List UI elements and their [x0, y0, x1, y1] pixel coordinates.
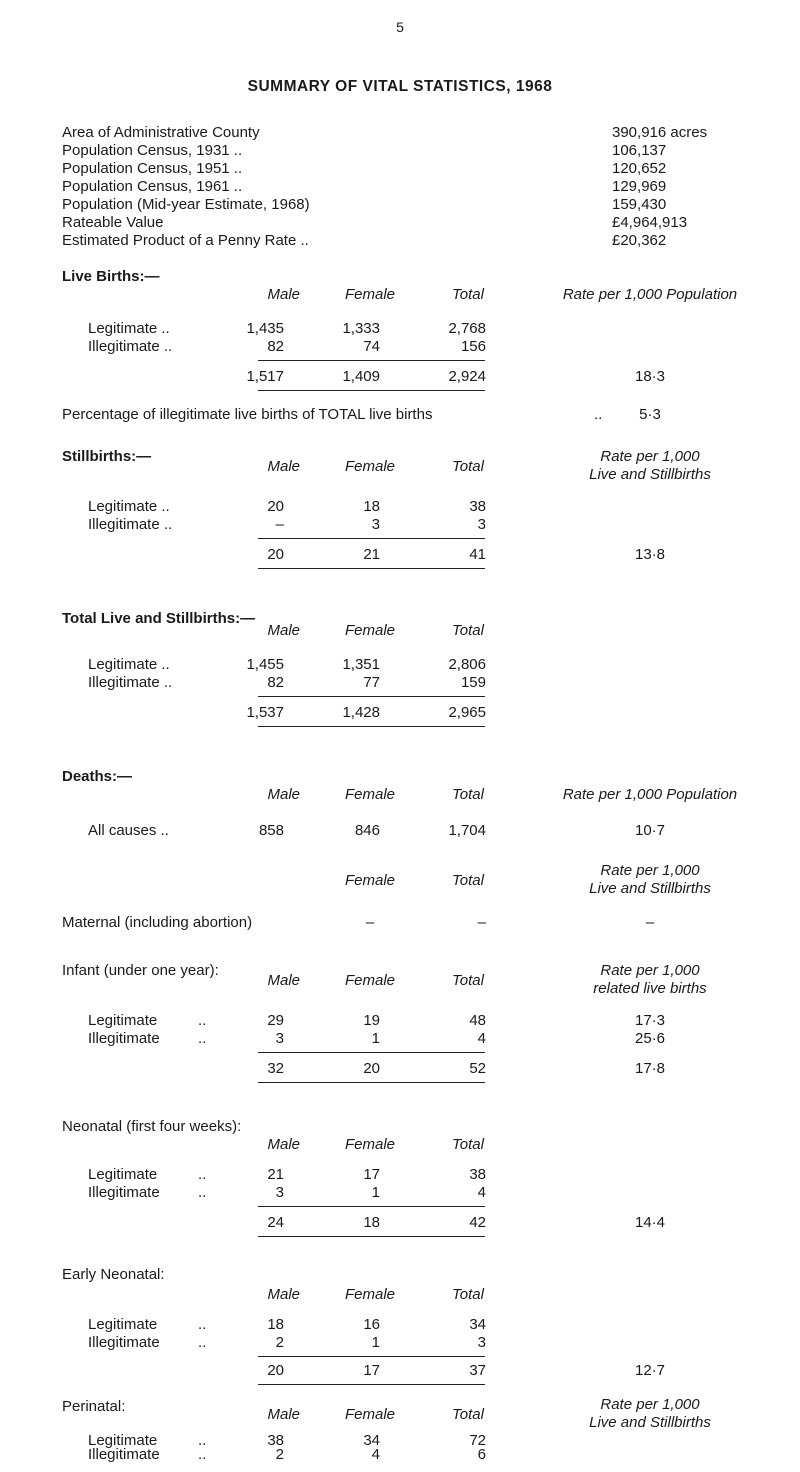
col-header-rate-line1: Rate per 1,000	[600, 862, 700, 879]
cell-total: 3	[477, 516, 486, 533]
cell-total: 6	[477, 1446, 486, 1463]
col-header-male: Male	[267, 1286, 300, 1303]
summary-value: 390,916 acres	[612, 124, 708, 141]
cell-male: 82	[267, 338, 284, 355]
table-rule	[258, 360, 485, 361]
dot-leader: ..	[198, 1166, 207, 1183]
cell-female: 34	[363, 1432, 380, 1449]
cell-total: 38	[469, 1166, 486, 1183]
cell-female-total: 1,409	[342, 368, 380, 385]
cell-total: 2,768	[448, 320, 486, 337]
dot-leader: ..	[198, 1432, 207, 1449]
cell-rate: 18·3	[634, 368, 666, 385]
cell-female: 77	[363, 674, 380, 691]
cell-total: 156	[460, 338, 486, 355]
col-header-male: Male	[267, 786, 300, 803]
col-header-rate-line1: Rate per 1,000	[600, 1396, 700, 1413]
col-header-rate-line1: Rate per 1,000	[600, 448, 700, 465]
dot-leader: ..	[198, 1334, 207, 1351]
table-rule	[258, 538, 485, 539]
col-header-total: Total	[452, 458, 484, 475]
col-header-total: Total	[452, 1286, 484, 1303]
cell-grand-total: 52	[469, 1060, 486, 1077]
page-number: 5	[396, 19, 404, 35]
cell-total: 38	[469, 498, 486, 515]
col-header-rate: Rate per 1,000 Population	[562, 286, 738, 303]
summary-label: Population Census, 1951 ..	[62, 160, 243, 177]
col-header-total: Total	[452, 872, 484, 889]
row-label: Legitimate	[88, 1166, 158, 1183]
cell-male: 21	[267, 1166, 284, 1183]
cell-male: 20	[267, 498, 284, 515]
cell-female-total: 18	[363, 1214, 380, 1231]
row-label: Legitimate	[88, 1432, 158, 1449]
cell-total: 2,806	[448, 656, 486, 673]
col-header-male: Male	[267, 286, 300, 303]
section-heading: Infant (under one year):	[62, 962, 219, 979]
col-header-total: Total	[452, 972, 484, 989]
cell-male: 2	[275, 1334, 284, 1351]
col-header-female: Female	[344, 786, 396, 803]
cell-female: 846	[354, 822, 380, 839]
section-heading: Neonatal (first four weeks):	[62, 1118, 242, 1135]
row-label: Illegitimate ..	[88, 516, 173, 533]
cell-male: 3	[275, 1184, 284, 1201]
cell-female: –	[365, 914, 375, 931]
summary-label: Area of Administrative County	[62, 124, 260, 141]
col-header-total: Total	[452, 786, 484, 803]
pct-illegitimate-value: 5·3	[639, 406, 661, 423]
cell-female: 1	[371, 1030, 380, 1047]
cell-grand-total: 41	[469, 546, 486, 563]
col-header-male: Male	[267, 458, 300, 475]
col-header-female: Female	[344, 458, 396, 475]
col-header-female: Female	[344, 622, 396, 639]
cell-female: 18	[363, 498, 380, 515]
cell-female: 74	[363, 338, 380, 355]
table-rule	[258, 696, 485, 697]
summary-label: Estimated Product of a Penny Rate ..	[62, 232, 309, 249]
cell-grand-total: 37	[469, 1362, 486, 1379]
cell-rate: –	[645, 914, 655, 931]
section-heading: Stillbirths:—	[62, 448, 152, 465]
col-header-total: Total	[452, 286, 484, 303]
cell-total: 34	[469, 1316, 486, 1333]
cell-total: –	[477, 914, 486, 931]
cell-total: 1,704	[448, 822, 486, 839]
summary-value: 120,652	[612, 160, 667, 177]
summary-label: Population (Mid-year Estimate, 1968)	[62, 196, 310, 213]
cell-total: 4	[477, 1184, 486, 1201]
table-rule	[258, 1236, 485, 1237]
cell-male: 82	[267, 674, 284, 691]
col-header-male: Male	[267, 972, 300, 989]
cell-female: 1,333	[342, 320, 380, 337]
cell-total: 159	[460, 674, 486, 691]
col-header-rate-line2: Live and Stillbirths	[589, 1414, 711, 1431]
maternal-label: Maternal (including abortion)	[62, 914, 253, 931]
row-label: Legitimate ..	[88, 498, 170, 515]
summary-value: £4,964,913	[612, 214, 688, 231]
cell-male-total: 20	[267, 546, 284, 563]
summary-label: Population Census, 1961 ..	[62, 178, 243, 195]
table-rule	[258, 1384, 485, 1385]
col-header-female: Female	[344, 1136, 396, 1153]
cell-grand-total: 2,965	[448, 704, 486, 721]
row-label: All causes ..	[88, 822, 169, 839]
row-label: Illegitimate	[88, 1184, 160, 1201]
row-label: Illegitimate	[88, 1446, 160, 1463]
col-header-female: Female	[344, 286, 396, 303]
cell-rate: 25·6	[634, 1030, 666, 1047]
row-label: Legitimate ..	[88, 320, 170, 337]
col-header-total: Total	[452, 1406, 484, 1423]
cell-male: –	[275, 516, 284, 533]
dot-leader: ..	[198, 1030, 207, 1047]
cell-female-total: 20	[363, 1060, 380, 1077]
section-heading: Perinatal:	[62, 1398, 126, 1415]
page-title: SUMMARY OF VITAL STATISTICS, 1968	[247, 78, 553, 95]
table-rule	[258, 726, 485, 727]
cell-female: 4	[371, 1446, 380, 1463]
col-header-rate-line1: Rate per 1,000	[600, 962, 700, 979]
col-header-rate-line2: Live and Stillbirths	[589, 466, 711, 483]
cell-female: 19	[363, 1012, 380, 1029]
col-header-male: Male	[267, 1406, 300, 1423]
cell-male-total: 24	[267, 1214, 284, 1231]
summary-value: 129,969	[612, 178, 667, 195]
row-label: Illegitimate	[88, 1334, 160, 1351]
cell-rate: 17·3	[634, 1012, 666, 1029]
cell-rate: 13·8	[634, 546, 666, 563]
row-label: Illegitimate	[88, 1030, 160, 1047]
table-rule	[258, 390, 485, 391]
section-heading: Live Births:—	[62, 268, 160, 285]
cell-male: 1,435	[246, 320, 284, 337]
summary-label: Rateable Value	[62, 214, 164, 231]
cell-male: 1,455	[246, 656, 284, 673]
cell-rate: 17·8	[634, 1060, 666, 1077]
col-header-rate-line2: related live births	[593, 980, 707, 997]
cell-total: 72	[469, 1432, 486, 1449]
col-header-female: Female	[344, 972, 396, 989]
cell-female: 1,351	[342, 656, 380, 673]
row-label: Legitimate	[88, 1012, 158, 1029]
pct-illegitimate-label: Percentage of illegitimate live births of TOTAL live births	[62, 406, 433, 423]
cell-grand-total: 2,924	[448, 368, 486, 385]
cell-male-total: 32	[267, 1060, 284, 1077]
col-header-rate: Rate per 1,000 Population	[562, 786, 738, 803]
col-header-total: Total	[452, 1136, 484, 1153]
table-rule	[258, 1206, 485, 1207]
cell-rate: 10·7	[634, 822, 666, 839]
col-header-female: Female	[344, 1286, 396, 1303]
dot-leader: ..	[198, 1184, 207, 1201]
col-header-male: Male	[267, 1136, 300, 1153]
cell-male: 2	[275, 1446, 284, 1463]
cell-female: 3	[371, 516, 380, 533]
row-label: Legitimate	[88, 1316, 158, 1333]
cell-total: 3	[477, 1334, 486, 1351]
cell-male: 858	[258, 822, 284, 839]
col-header-female: Female	[344, 872, 396, 889]
cell-female-total: 17	[363, 1362, 380, 1379]
summary-value: £20,362	[612, 232, 667, 249]
summary-value: 106,137	[612, 142, 667, 159]
cell-female: 16	[363, 1316, 380, 1333]
col-header-total: Total	[452, 622, 484, 639]
cell-male-total: 1,537	[246, 704, 284, 721]
cell-female: 17	[363, 1166, 380, 1183]
cell-male: 29	[267, 1012, 284, 1029]
row-label: Illegitimate ..	[88, 674, 173, 691]
col-header-male: Male	[267, 622, 300, 639]
cell-male: 38	[267, 1432, 284, 1449]
cell-rate: 14·4	[634, 1214, 666, 1231]
dot-leader: ..	[198, 1012, 207, 1029]
dot-leader: ..	[594, 406, 603, 423]
cell-female-total: 1,428	[342, 704, 380, 721]
cell-female: 1	[371, 1334, 380, 1351]
cell-female: 1	[371, 1184, 380, 1201]
cell-male: 18	[267, 1316, 284, 1333]
cell-total: 4	[477, 1030, 486, 1047]
dot-leader: ..	[198, 1316, 207, 1333]
section-heading: Deaths:—	[62, 768, 133, 785]
table-rule	[258, 1082, 485, 1083]
row-label: Legitimate ..	[88, 656, 170, 673]
col-header-rate-line2: Live and Stillbirths	[589, 880, 711, 897]
table-rule	[258, 1052, 485, 1053]
cell-male-total: 20	[267, 1362, 284, 1379]
row-label: Illegitimate ..	[88, 338, 173, 355]
cell-male-total: 1,517	[246, 368, 284, 385]
dot-leader: ..	[198, 1446, 207, 1463]
table-rule	[258, 1356, 485, 1357]
col-header-female: Female	[344, 1406, 396, 1423]
table-rule	[258, 568, 485, 569]
summary-value: 159,430	[612, 196, 667, 213]
cell-grand-total: 42	[469, 1214, 486, 1231]
cell-female-total: 21	[363, 546, 380, 563]
cell-total: 48	[469, 1012, 486, 1029]
summary-label: Population Census, 1931 ..	[62, 142, 243, 159]
section-heading: Total Live and Stillbirths:—	[62, 610, 256, 627]
cell-rate: 12·7	[634, 1362, 666, 1379]
section-heading: Early Neonatal:	[62, 1266, 165, 1283]
cell-male: 3	[275, 1030, 284, 1047]
